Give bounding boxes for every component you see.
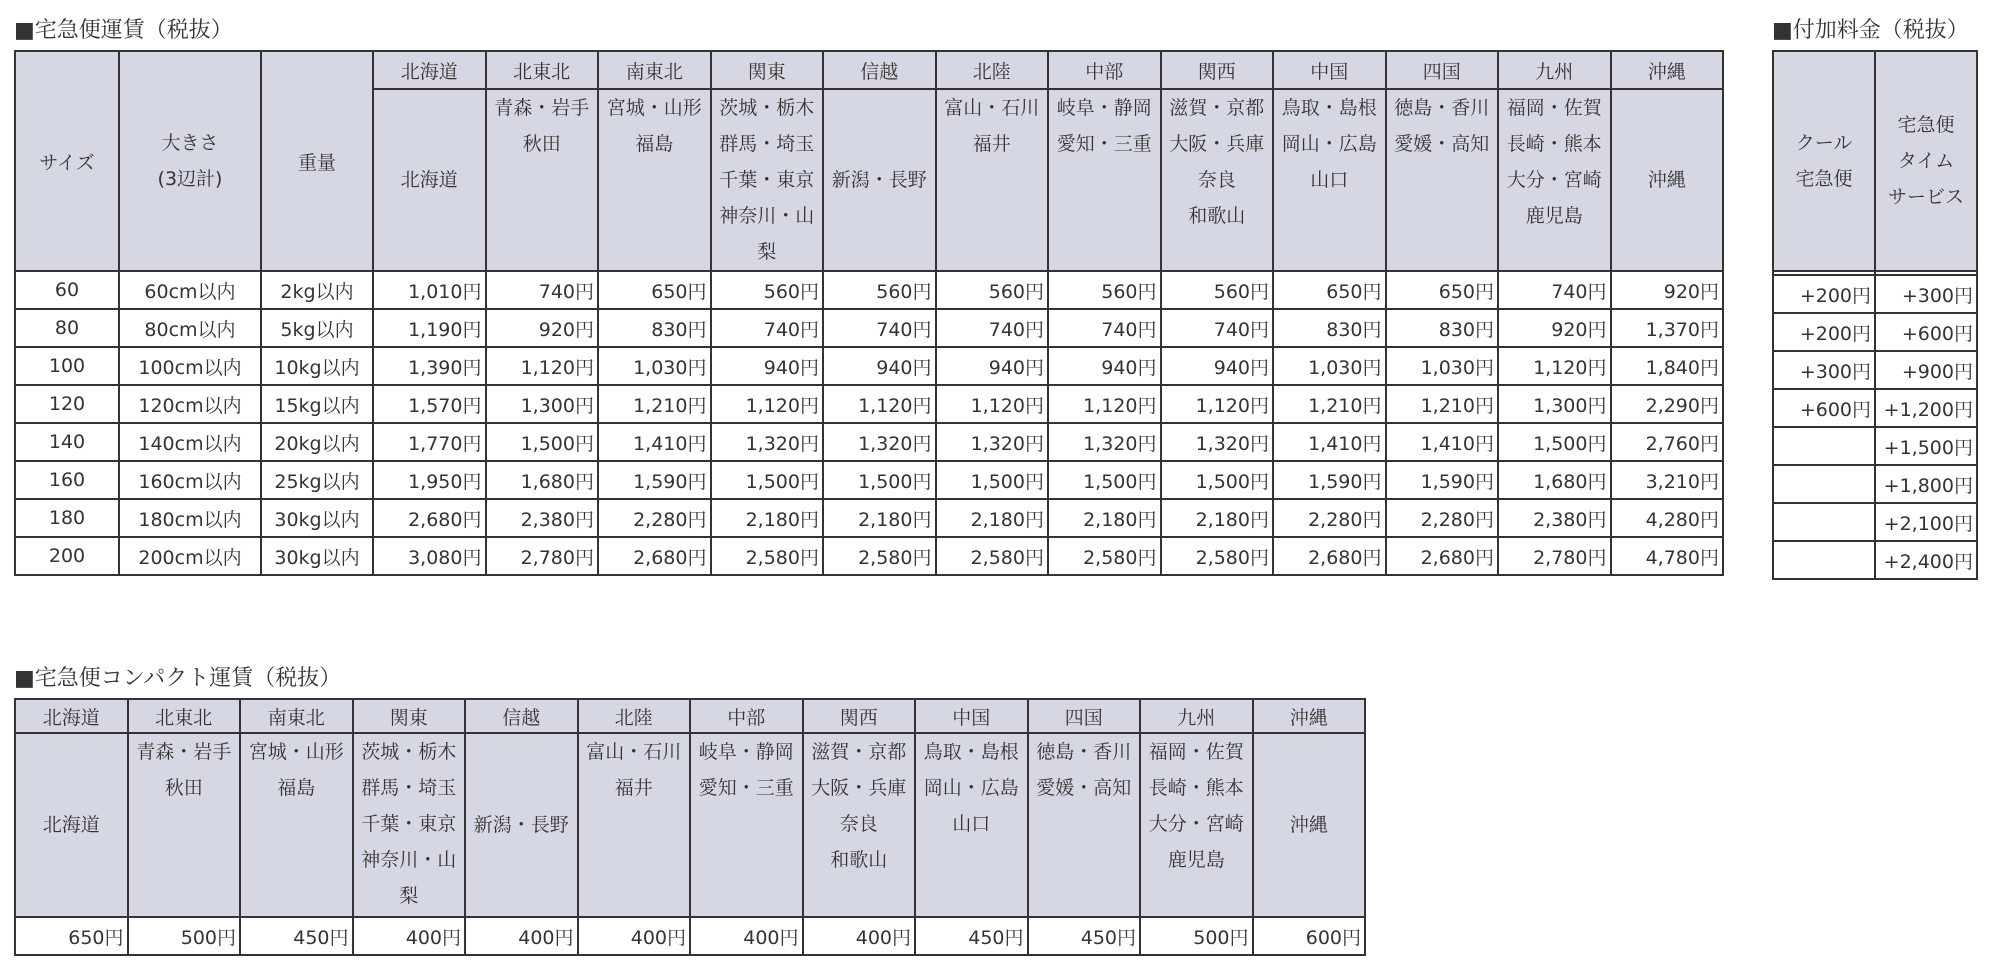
dims-header-sub: (3辺計) bbox=[157, 168, 223, 190]
table-row bbox=[1773, 503, 1977, 541]
header-line: 福岡・佐賀 bbox=[1506, 97, 1602, 119]
price-cell: 1,410円 bbox=[1273, 423, 1386, 461]
price-cell: 740円 bbox=[1048, 309, 1161, 347]
price-cell: 920円 bbox=[1611, 271, 1724, 309]
table-row bbox=[15, 347, 1723, 385]
table-row bbox=[15, 385, 1723, 423]
table-row bbox=[15, 309, 1723, 347]
table-row bbox=[15, 499, 1723, 537]
prefecture-cell bbox=[240, 733, 353, 917]
header-line: 茨城・栃木 bbox=[719, 97, 815, 119]
price-cell: 1,840円 bbox=[1611, 347, 1724, 385]
header-line: 鹿児島 bbox=[1525, 205, 1583, 227]
header-line: 奈良 bbox=[839, 813, 878, 835]
price-cell: 2,180円 bbox=[1048, 499, 1161, 537]
weight-cell: 10kg以内 bbox=[261, 347, 373, 385]
table-row bbox=[1773, 389, 1977, 427]
price-cell: 400円 bbox=[803, 917, 916, 955]
region-header: 信越 bbox=[465, 699, 578, 733]
price-cell: 2,680円 bbox=[1386, 537, 1499, 575]
price-cell: 1,300円 bbox=[486, 385, 599, 423]
header-line: 岐阜・静岡 bbox=[698, 741, 794, 763]
prefecture-cell bbox=[915, 733, 1028, 917]
price-cell: 1,120円 bbox=[1161, 385, 1274, 423]
header-line: 福島 bbox=[635, 133, 674, 155]
table-row bbox=[15, 271, 1723, 309]
price-cell: 500円 bbox=[1140, 917, 1253, 955]
surcharge-cell: +200円 bbox=[1773, 313, 1875, 351]
region-header: 四国 bbox=[1028, 699, 1141, 733]
table-row bbox=[1773, 351, 1977, 389]
prefecture-cell bbox=[465, 733, 578, 917]
table-row bbox=[15, 461, 1723, 499]
region-header: 沖縄 bbox=[1253, 699, 1366, 733]
surcharge-cell bbox=[1773, 541, 1875, 579]
price-cell: 650円 bbox=[598, 271, 711, 309]
region-header: 四国 bbox=[1386, 51, 1499, 89]
surcharge-cell: +300円 bbox=[1773, 351, 1875, 389]
price-cell: 740円 bbox=[823, 309, 936, 347]
price-cell: 400円 bbox=[353, 917, 466, 955]
dims-cell: 180cm以内 bbox=[119, 499, 261, 537]
header-line: 梨 bbox=[399, 885, 419, 907]
price-cell: 1,500円 bbox=[1048, 461, 1161, 499]
size-header: サイズ bbox=[15, 51, 119, 271]
price-cell: 560円 bbox=[1048, 271, 1161, 309]
surcharge-cell: +600円 bbox=[1875, 313, 1977, 351]
surcharge-title: ■付加料金（税抜） bbox=[1772, 18, 1969, 43]
header-line: 大分・宮崎 bbox=[1506, 169, 1602, 191]
header-line: 山口 bbox=[952, 813, 991, 835]
weight-cell: 2kg以内 bbox=[261, 271, 373, 309]
price-cell: 650円 bbox=[1273, 271, 1386, 309]
header-line: 青森・岩手 bbox=[494, 97, 590, 119]
header-line: 鹿児島 bbox=[1167, 849, 1225, 871]
price-cell: 1,210円 bbox=[1273, 385, 1386, 423]
price-cell: 940円 bbox=[1161, 347, 1274, 385]
dims-cell: 160cm以内 bbox=[119, 461, 261, 499]
header-line: タイム bbox=[1897, 150, 1955, 172]
region-header: 北東北 bbox=[486, 51, 599, 89]
price-cell: 1,030円 bbox=[598, 347, 711, 385]
prefecture-cell bbox=[1048, 89, 1161, 271]
dims-cell: 100cm以内 bbox=[119, 347, 261, 385]
price-cell: 920円 bbox=[486, 309, 599, 347]
region-header: 関東 bbox=[711, 51, 824, 89]
header-line: 長崎・熊本 bbox=[1148, 777, 1244, 799]
price-cell: 830円 bbox=[1386, 309, 1499, 347]
size-cell: 100 bbox=[15, 347, 119, 385]
price-cell: 1,120円 bbox=[486, 347, 599, 385]
header-line: 滋賀・京都 bbox=[1169, 97, 1265, 119]
region-header: 北陸 bbox=[578, 699, 691, 733]
price-cell: 1,410円 bbox=[1386, 423, 1499, 461]
header-line: 神奈川・山 bbox=[719, 205, 815, 227]
price-cell: 1,030円 bbox=[1386, 347, 1499, 385]
header-line: 愛媛・高知 bbox=[1036, 777, 1132, 799]
price-cell: 4,780円 bbox=[1611, 537, 1724, 575]
surcharge-cell: +1,200円 bbox=[1875, 389, 1977, 427]
price-cell: 830円 bbox=[1273, 309, 1386, 347]
cool-header bbox=[1773, 51, 1875, 271]
prefecture-cell bbox=[486, 89, 599, 271]
surcharge-cell bbox=[1773, 465, 1875, 503]
region-header: 信越 bbox=[823, 51, 936, 89]
price-cell: 1,120円 bbox=[711, 385, 824, 423]
price-cell: 2,580円 bbox=[823, 537, 936, 575]
price-cell: 560円 bbox=[936, 271, 1049, 309]
prefecture-cell bbox=[1386, 89, 1499, 271]
price-cell: 650円 bbox=[1386, 271, 1499, 309]
surcharge-cell: +600円 bbox=[1773, 389, 1875, 427]
weight-cell: 5kg以内 bbox=[261, 309, 373, 347]
price-cell: 1,320円 bbox=[1048, 423, 1161, 461]
price-cell: 1,590円 bbox=[1273, 461, 1386, 499]
surcharge-cell: +1,800円 bbox=[1875, 465, 1977, 503]
dims-header-label: 大きさ bbox=[161, 132, 219, 154]
header-line: 大阪・兵庫 bbox=[1169, 133, 1265, 155]
price-cell: 2,280円 bbox=[598, 499, 711, 537]
region-header: 中部 bbox=[1048, 51, 1161, 89]
prefecture-cell bbox=[373, 89, 486, 271]
price-cell: 920円 bbox=[1498, 309, 1611, 347]
region-header: 中部 bbox=[690, 699, 803, 733]
price-cell: 2,580円 bbox=[711, 537, 824, 575]
price-cell: 1,770円 bbox=[373, 423, 486, 461]
price-cell: 2,380円 bbox=[1498, 499, 1611, 537]
price-cell: 1,030円 bbox=[1273, 347, 1386, 385]
price-cell: 450円 bbox=[1028, 917, 1141, 955]
price-cell: 450円 bbox=[915, 917, 1028, 955]
main-rates-title: ■宅急便運賃（税抜） bbox=[14, 18, 233, 43]
price-cell: 1,590円 bbox=[1386, 461, 1499, 499]
table-row bbox=[15, 917, 1365, 955]
size-cell: 140 bbox=[15, 423, 119, 461]
prefecture-cell bbox=[711, 89, 824, 271]
price-cell: 740円 bbox=[1498, 271, 1611, 309]
region-header: 南東北 bbox=[240, 699, 353, 733]
header-line: 富山・石川 bbox=[586, 741, 682, 763]
weight-cell: 30kg以内 bbox=[261, 499, 373, 537]
price-cell: 2,580円 bbox=[1048, 537, 1161, 575]
price-cell: 560円 bbox=[823, 271, 936, 309]
header-line: 千葉・東京 bbox=[361, 813, 457, 835]
table-row bbox=[1773, 275, 1977, 313]
price-cell: 560円 bbox=[711, 271, 824, 309]
header-line: サービス bbox=[1887, 186, 1964, 208]
size-cell: 60 bbox=[15, 271, 119, 309]
prefecture-cell bbox=[690, 733, 803, 917]
header-line: 群馬・埼玉 bbox=[361, 777, 457, 799]
header-line: 福井 bbox=[614, 777, 653, 799]
header-line: 富山・石川 bbox=[944, 97, 1040, 119]
prefecture-cell bbox=[598, 89, 711, 271]
price-cell: 1,410円 bbox=[598, 423, 711, 461]
price-cell: 1,500円 bbox=[486, 423, 599, 461]
header-line: 大阪・兵庫 bbox=[811, 777, 907, 799]
price-cell: 1,950円 bbox=[373, 461, 486, 499]
header-line: 沖縄 bbox=[1289, 814, 1328, 836]
price-cell: 1,500円 bbox=[823, 461, 936, 499]
price-cell: 2,780円 bbox=[1498, 537, 1611, 575]
header-line: 青森・岩手 bbox=[136, 741, 232, 763]
price-cell: 1,590円 bbox=[598, 461, 711, 499]
prefecture-cell bbox=[1498, 89, 1611, 271]
price-cell: 740円 bbox=[936, 309, 1049, 347]
header-line: 鳥取・島根 bbox=[923, 741, 1019, 763]
surcharge-cell: +2,100円 bbox=[1875, 503, 1977, 541]
price-cell: 2,180円 bbox=[1161, 499, 1274, 537]
price-cell: 2,580円 bbox=[936, 537, 1049, 575]
price-cell: 1,300円 bbox=[1498, 385, 1611, 423]
header-line: 岐阜・静岡 bbox=[1056, 97, 1152, 119]
region-header: 九州 bbox=[1498, 51, 1611, 89]
table-row bbox=[15, 537, 1723, 575]
region-header: 関西 bbox=[1161, 51, 1274, 89]
surcharge-table bbox=[1772, 50, 1978, 580]
price-cell: 2,180円 bbox=[823, 499, 936, 537]
region-header: 関東 bbox=[353, 699, 466, 733]
price-cell: 1,500円 bbox=[711, 461, 824, 499]
prefecture-cell bbox=[1140, 733, 1253, 917]
surcharge-cell: +900円 bbox=[1875, 351, 1977, 389]
price-cell: 1,210円 bbox=[598, 385, 711, 423]
header-line: 鳥取・島根 bbox=[1281, 97, 1377, 119]
weight-cell: 15kg以内 bbox=[261, 385, 373, 423]
price-cell: 2,780円 bbox=[486, 537, 599, 575]
price-cell: 1,120円 bbox=[936, 385, 1049, 423]
header-line: 滋賀・京都 bbox=[811, 741, 907, 763]
surcharge-cell bbox=[1773, 427, 1875, 465]
price-cell: 1,680円 bbox=[486, 461, 599, 499]
region-header: 九州 bbox=[1140, 699, 1253, 733]
price-cell: 2,580円 bbox=[1161, 537, 1274, 575]
prefecture-cell bbox=[1253, 733, 1366, 917]
weight-cell: 20kg以内 bbox=[261, 423, 373, 461]
header-line: 愛知・三重 bbox=[698, 777, 794, 799]
size-cell: 80 bbox=[15, 309, 119, 347]
weight-header: 重量 bbox=[261, 51, 373, 271]
price-cell: 1,210円 bbox=[1386, 385, 1499, 423]
weight-cell: 30kg以内 bbox=[261, 537, 373, 575]
price-cell: 650円 bbox=[15, 917, 128, 955]
price-cell: 1,570円 bbox=[373, 385, 486, 423]
prefecture-cell bbox=[1028, 733, 1141, 917]
header-line: 宅急便 bbox=[1897, 114, 1955, 136]
price-cell: 1,500円 bbox=[1498, 423, 1611, 461]
header-line: 福岡・佐賀 bbox=[1148, 741, 1244, 763]
header-line: 徳島・香川 bbox=[1036, 741, 1132, 763]
dims-header bbox=[119, 51, 261, 271]
prefecture-cell bbox=[1611, 89, 1724, 271]
price-cell: 1,390円 bbox=[373, 347, 486, 385]
table-row bbox=[1773, 313, 1977, 351]
price-cell: 4,280円 bbox=[1611, 499, 1724, 537]
price-cell: 400円 bbox=[690, 917, 803, 955]
region-header: 北海道 bbox=[373, 51, 486, 89]
header-line: 大分・宮崎 bbox=[1148, 813, 1244, 835]
price-cell: 1,120円 bbox=[1048, 385, 1161, 423]
region-header: 北東北 bbox=[128, 699, 241, 733]
price-cell: 1,320円 bbox=[1161, 423, 1274, 461]
prefecture-cell bbox=[1161, 89, 1274, 271]
table-row bbox=[1773, 465, 1977, 503]
table-row bbox=[1773, 541, 1977, 579]
price-cell: 2,280円 bbox=[1273, 499, 1386, 537]
price-cell: 740円 bbox=[486, 271, 599, 309]
price-cell: 3,080円 bbox=[373, 537, 486, 575]
header-line: 新潟・長野 bbox=[473, 814, 569, 836]
header-line: 福島 bbox=[277, 777, 316, 799]
prefecture-cell bbox=[823, 89, 936, 271]
header-line: 北海道 bbox=[400, 169, 458, 191]
price-cell: 450円 bbox=[240, 917, 353, 955]
header-line: 秋田 bbox=[164, 777, 203, 799]
size-cell: 180 bbox=[15, 499, 119, 537]
price-cell: 2,760円 bbox=[1611, 423, 1724, 461]
header-line: 愛媛・高知 bbox=[1394, 133, 1490, 155]
header-line: クール bbox=[1795, 132, 1853, 154]
header-line: 千葉・東京 bbox=[719, 169, 815, 191]
size-cell: 120 bbox=[15, 385, 119, 423]
price-cell: 1,320円 bbox=[711, 423, 824, 461]
header-line: 岡山・広島 bbox=[923, 777, 1019, 799]
main-rates-table bbox=[14, 50, 1724, 576]
price-cell: 740円 bbox=[711, 309, 824, 347]
price-cell: 3,210円 bbox=[1611, 461, 1724, 499]
dims-cell: 140cm以内 bbox=[119, 423, 261, 461]
header-line: 神奈川・山 bbox=[361, 849, 457, 871]
prefecture-cell bbox=[578, 733, 691, 917]
price-cell: 560円 bbox=[1161, 271, 1274, 309]
surcharge-cell: +200円 bbox=[1773, 275, 1875, 313]
price-cell: 1,320円 bbox=[823, 423, 936, 461]
price-cell: 2,680円 bbox=[373, 499, 486, 537]
price-cell: 1,370円 bbox=[1611, 309, 1724, 347]
price-cell: 740円 bbox=[1161, 309, 1274, 347]
header-line: 沖縄 bbox=[1647, 169, 1686, 191]
price-cell: 1,120円 bbox=[823, 385, 936, 423]
header-line: 和歌山 bbox=[1188, 205, 1246, 227]
header-line: 和歌山 bbox=[830, 849, 888, 871]
prefecture-cell bbox=[1273, 89, 1386, 271]
price-cell: 940円 bbox=[936, 347, 1049, 385]
price-cell: 500円 bbox=[128, 917, 241, 955]
prefecture-cell bbox=[15, 733, 128, 917]
header-line: 岡山・広島 bbox=[1281, 133, 1377, 155]
price-cell: 2,180円 bbox=[711, 499, 824, 537]
prefecture-cell bbox=[128, 733, 241, 917]
price-cell: 1,680円 bbox=[1498, 461, 1611, 499]
dims-cell: 120cm以内 bbox=[119, 385, 261, 423]
region-header: 中国 bbox=[915, 699, 1028, 733]
header-line: 群馬・埼玉 bbox=[719, 133, 815, 155]
header-line: 新潟・長野 bbox=[831, 169, 927, 191]
header-line: 福井 bbox=[972, 133, 1011, 155]
header-line: 愛知・三重 bbox=[1056, 133, 1152, 155]
price-cell: 2,290円 bbox=[1611, 385, 1724, 423]
price-cell: 600円 bbox=[1253, 917, 1366, 955]
table-row bbox=[1773, 427, 1977, 465]
header-line: 茨城・栃木 bbox=[361, 741, 457, 763]
dims-cell: 80cm以内 bbox=[119, 309, 261, 347]
dims-cell: 200cm以内 bbox=[119, 537, 261, 575]
dims-cell: 60cm以内 bbox=[119, 271, 261, 309]
price-cell: 400円 bbox=[578, 917, 691, 955]
price-cell: 940円 bbox=[711, 347, 824, 385]
compact-rates-title: ■宅急便コンパクト運賃（税抜） bbox=[14, 666, 342, 691]
price-cell: 940円 bbox=[823, 347, 936, 385]
price-cell: 1,320円 bbox=[936, 423, 1049, 461]
table-row bbox=[15, 423, 1723, 461]
region-header: 南東北 bbox=[598, 51, 711, 89]
price-cell: 2,680円 bbox=[1273, 537, 1386, 575]
surcharge-cell bbox=[1773, 503, 1875, 541]
region-header: 関西 bbox=[803, 699, 916, 733]
header-line: 秋田 bbox=[522, 133, 561, 155]
price-cell: 2,680円 bbox=[598, 537, 711, 575]
region-header: 沖縄 bbox=[1611, 51, 1724, 89]
size-cell: 200 bbox=[15, 537, 119, 575]
price-cell: 2,180円 bbox=[936, 499, 1049, 537]
surcharge-cell: +300円 bbox=[1875, 275, 1977, 313]
header-line: 宮城・山形 bbox=[248, 741, 344, 763]
header-line: 徳島・香川 bbox=[1394, 97, 1490, 119]
weight-cell: 25kg以内 bbox=[261, 461, 373, 499]
price-cell: 830円 bbox=[598, 309, 711, 347]
region-header: 北海道 bbox=[15, 699, 128, 733]
price-cell: 940円 bbox=[1048, 347, 1161, 385]
price-cell: 1,190円 bbox=[373, 309, 486, 347]
compact-rates-table bbox=[14, 698, 1366, 956]
surcharge-cell: +1,500円 bbox=[1875, 427, 1977, 465]
header-line: 宅急便 bbox=[1795, 168, 1853, 190]
header-line: 梨 bbox=[757, 241, 777, 263]
price-cell: 1,010円 bbox=[373, 271, 486, 309]
price-cell: 400円 bbox=[465, 917, 578, 955]
header-line: 奈良 bbox=[1197, 169, 1236, 191]
header-line: 長崎・熊本 bbox=[1506, 133, 1602, 155]
region-header: 北陸 bbox=[936, 51, 1049, 89]
header-line: 北海道 bbox=[42, 814, 100, 836]
prefecture-cell bbox=[353, 733, 466, 917]
price-cell: 1,120円 bbox=[1498, 347, 1611, 385]
price-cell: 1,500円 bbox=[936, 461, 1049, 499]
prefecture-cell bbox=[936, 89, 1049, 271]
price-cell: 1,500円 bbox=[1161, 461, 1274, 499]
price-cell: 2,380円 bbox=[486, 499, 599, 537]
prefecture-cell bbox=[803, 733, 916, 917]
header-line: 山口 bbox=[1310, 169, 1349, 191]
surcharge-cell: +2,400円 bbox=[1875, 541, 1977, 579]
time-service-header bbox=[1875, 51, 1977, 271]
price-cell: 2,280円 bbox=[1386, 499, 1499, 537]
header-line: 宮城・山形 bbox=[606, 97, 702, 119]
region-header: 中国 bbox=[1273, 51, 1386, 89]
size-cell: 160 bbox=[15, 461, 119, 499]
